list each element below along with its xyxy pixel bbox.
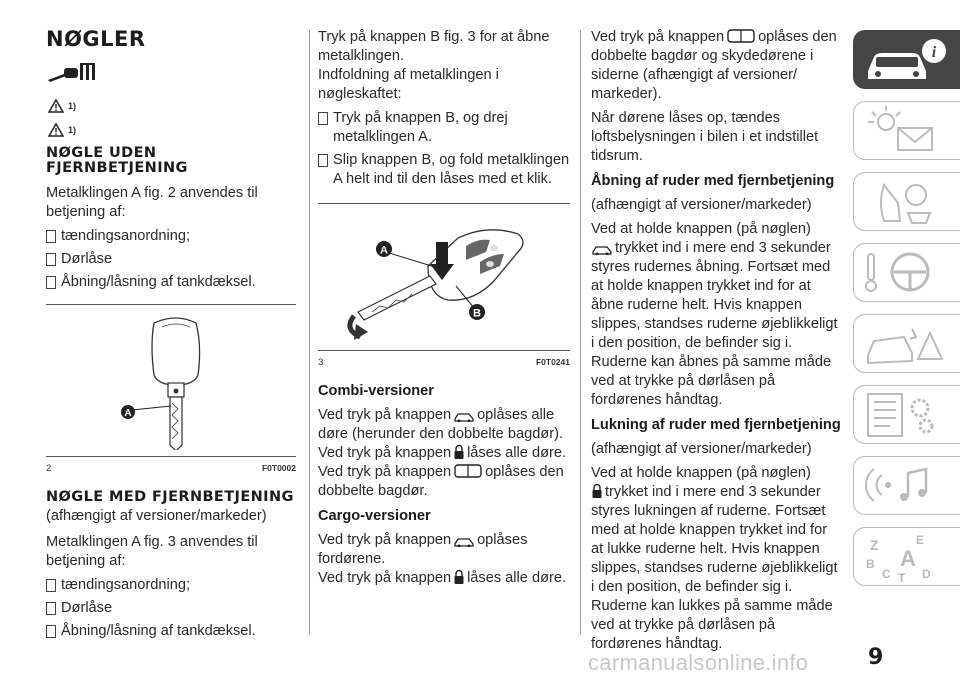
- figure-3: [318, 203, 570, 372]
- rear-door-icon: [726, 28, 756, 44]
- key-fob-icon: [46, 60, 96, 86]
- lights-warning-icon: [854, 102, 954, 158]
- car-info-icon: [854, 31, 954, 87]
- column-3: [591, 28, 843, 659]
- list-item: Slip knappen B, og fold metalklingen A helt ind til den låses med et klik.: [318, 151, 570, 189]
- paragraph: Ved tryk på knappen låses alle døre.: [318, 570, 567, 586]
- list-item: tændingsanordning;: [46, 227, 296, 246]
- paragraph: (afhængigt af versioner/markeder): [591, 441, 812, 457]
- list-item: tændingsanordning;: [46, 576, 296, 595]
- svg-text:T: T: [898, 571, 906, 584]
- figure-number: 2: [46, 463, 52, 474]
- paragraph: Ved tryk på knappen låses alle døre.: [318, 445, 567, 461]
- tab-maintenance[interactable]: [853, 385, 960, 444]
- unlock-car-icon: [591, 243, 613, 255]
- plain-key-illustration: [46, 305, 296, 450]
- watermark: carmanualsonline.info: [588, 650, 809, 675]
- list-item: Åbning/låsning af tankdæksel.: [46, 273, 296, 292]
- fig3-label-b: B: [473, 307, 481, 320]
- column-2: [318, 28, 570, 593]
- figure-caption: [46, 456, 296, 478]
- key-icons: [46, 60, 296, 88]
- fig2-label-a: A: [124, 408, 132, 419]
- svg-text:i: i: [931, 44, 937, 61]
- svg-text:D: D: [922, 567, 931, 581]
- figure-2: [46, 304, 296, 478]
- svg-text:E: E: [916, 533, 925, 547]
- heading-window-close: Lukning af ruder med fjernbetjening: [591, 417, 841, 433]
- tab-car-info[interactable]: [853, 30, 960, 89]
- tab-index[interactable]: [853, 527, 960, 586]
- tab-airbag-seat[interactable]: [853, 172, 960, 231]
- paragraph: (afhængigt af versioner/markeder): [591, 197, 812, 213]
- lock-icon: [453, 444, 465, 460]
- paragraph: Ved tryk på knappen oplåses den dobbelte bagdør og skydedørene i siderne (afhængigt af versioner/ markeder).: [591, 29, 837, 102]
- tab-multimedia[interactable]: [853, 456, 960, 515]
- paragraph: Når dørene låses op, tændes loftsbelysningen i bilen i et indstillet tidsrum.: [591, 110, 819, 164]
- paragraph: Ved tryk på knappen oplåses alle døre (herunder den dobbelte bagdør).: [318, 407, 564, 442]
- tab-accident[interactable]: [853, 314, 960, 373]
- paragraph: Indfoldning af metalklingen i nøgleskaftet:: [318, 67, 499, 102]
- svg-text:B: B: [866, 557, 875, 571]
- figure-caption: [318, 350, 570, 372]
- paragraph: Tryk på knappen B fig. 3 for at åbne metalklingen.: [318, 29, 550, 64]
- svg-text:C: C: [882, 567, 891, 581]
- airbag-seat-icon: [854, 173, 954, 229]
- column-divider: [580, 30, 581, 635]
- paragraph: Metalklingen A fig. 3 anvendes til betjening af:: [46, 534, 258, 569]
- heading-cargo: Cargo-versioner: [318, 508, 431, 524]
- chapter-sidebar: [853, 30, 960, 598]
- svg-text:Z: Z: [870, 537, 879, 553]
- ref-number: 1): [68, 100, 77, 111]
- tab-lights-warning[interactable]: [853, 101, 960, 160]
- list-item: Åbning/låsning af tankdæksel.: [46, 622, 296, 641]
- lock-icon: [591, 483, 603, 499]
- heading-remote: NØGLE MED FJERNBETJENING: [46, 489, 294, 505]
- steering-wheel-icon: [854, 244, 954, 300]
- unlock-car-icon: [453, 410, 475, 422]
- warning-ref-2: [48, 118, 296, 142]
- heading-window-open: Åbning af ruder med fjernbetjening: [591, 173, 835, 189]
- heading-no-remote: NØGLE UDEN FJERNBETJENING: [46, 145, 188, 176]
- figure-code: F0T0002: [261, 463, 296, 473]
- multimedia-icon: [854, 457, 954, 513]
- accident-icon: [854, 315, 954, 371]
- column-1: [46, 28, 296, 645]
- ref-number: 1): [68, 124, 77, 135]
- page-number: 9: [868, 645, 884, 670]
- warning-ref-1: [48, 94, 296, 118]
- index-icon: [854, 528, 954, 584]
- maintenance-icon: [854, 386, 954, 442]
- page-title: NØGLER: [46, 27, 146, 51]
- paragraph: Ved tryk på knappen oplåses fordørene.: [318, 532, 528, 567]
- tab-steering[interactable]: [853, 243, 960, 302]
- lock-icon: [453, 569, 465, 585]
- folding-key-illustration: [318, 204, 570, 344]
- warning-triangle-icon: [48, 123, 64, 137]
- warning-triangle-icon: [48, 99, 64, 113]
- list-item: Dørlåse: [46, 250, 296, 269]
- list-item: Dørlåse: [46, 599, 296, 618]
- paragraph: Ved at holde knappen (på nøglen) trykket ind i mere end 3 sekunder styres lukningen af ruderne. Fortsæt med at holde knappen trykket ind for at lukke ruderne helt. Hvis knappen slippes, standses ruderne øjeblikkeligt i den position, de befinder sig i. Ruderne kan lukkes på samme måde ved at trykke på dørlåsen på fordørenes håndtag.: [591, 465, 838, 652]
- figure-code: F0T0241: [535, 357, 570, 367]
- rear-door-icon: [453, 463, 483, 479]
- paragraph: (afhængigt af versioner/markeder): [46, 508, 267, 524]
- figure-number: 3: [318, 357, 324, 368]
- unlock-car-icon: [453, 535, 475, 547]
- column-divider: [309, 30, 310, 635]
- svg-text:A: A: [900, 546, 916, 571]
- paragraph: Metalklingen A fig. 2 anvendes til betjening af:: [46, 185, 258, 220]
- heading-combi: Combi-versioner: [318, 383, 434, 399]
- fig3-label-a: A: [380, 244, 388, 257]
- paragraph: Ved at holde knappen (på nøglen) trykket ind i mere end 3 sekunder styres rudernes åbning. Fortsæt med at holde knappen trykket ind for at åbne ruderne helt. Hvis knappen slippes, standses ruderne øjeblikkeligt i den position, de befinder sig i. Ruderne kan åbnes på samme måde ved at trykke på dørlåsen på fordørenes håndtag.: [591, 221, 838, 408]
- list-item: Tryk på knappen B, og drej metalklingen A.: [318, 109, 570, 147]
- paragraph: Ved tryk på knappen oplåses den dobbelte bagdør.: [318, 464, 564, 499]
